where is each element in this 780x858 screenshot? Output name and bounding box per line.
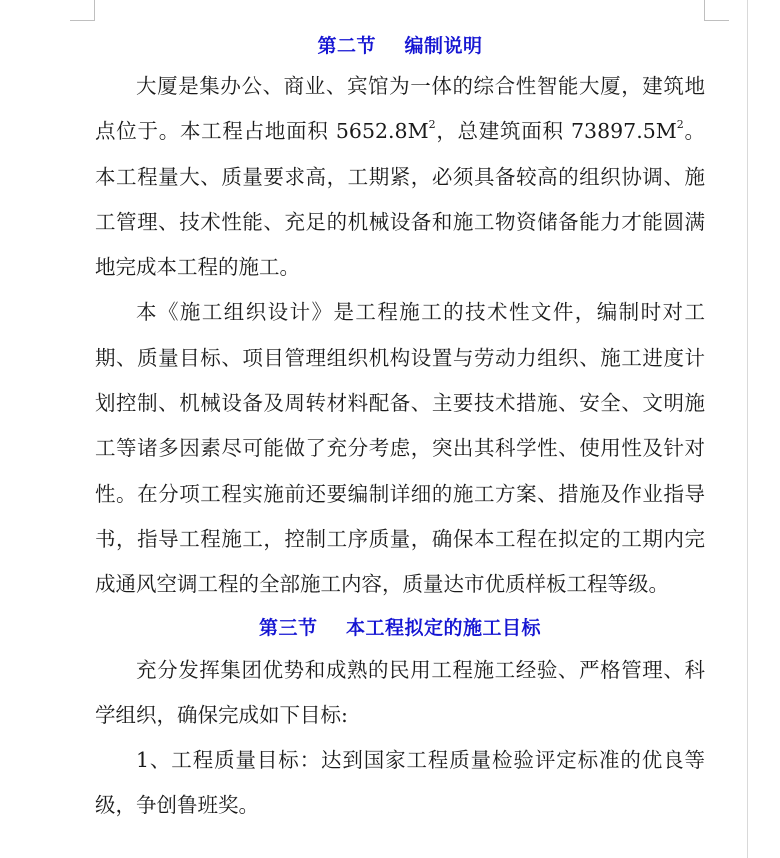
superscript-b: 2: [676, 118, 684, 132]
crop-mark-top-left-h: [70, 20, 95, 21]
paragraph-intro-text-a: 大厦是集办公、商业、宾馆为一体的综合性智能大厦，建筑地点位于。本工程占地面积 5652.8M: [95, 74, 705, 144]
paragraph-intro-text-c: 。本工程量大、质量要求高，工期紧，必须具备较高的组织协调、施工管理、技术性能、充足的机械设备和施工物资储备能力才能圆满地完成本工程的施工。: [95, 119, 706, 280]
section-heading-3: 第三节 本工程拟定的施工目标: [259, 616, 541, 639]
section-heading-2: 第二节 编制说明: [317, 35, 483, 57]
document-body: [95, 28, 705, 829]
crop-mark-top-left: [94, 0, 95, 20]
paragraph-goals-intro: 充分发挥集团优势和成熟的民用工程施工经验、严格管理、科学组织，确保完成如下目标:: [95, 657, 705, 727]
paragraph-design-doc: 本《施工组织设计》是工程施工的技术性文件，编制时对工期、质量目标、项目管理组织机构设置与劳动力组织、施工进度计划控制、机械设备及周转材料配备、主要技术措施、安全、文明施工等诸多因素尽可能做了充分考虑，突出其科学性、使用性及针对性。在分项工程实施前还要编制详细的施工方案、措施及作业指导书，指导工程施工，控制工序质量，确保本工程在拟定的工期内完成通风空调工程的全部施工内容，质量达市优质样板工程等级。: [95, 300, 705, 597]
paragraph-intro: [95, 64, 705, 290]
paragraph-intro-text-b: ，总建筑面积 73897.5M: [435, 119, 677, 144]
superscript-a: 2: [428, 118, 436, 132]
crop-mark-top-right: [704, 0, 705, 20]
crop-mark-top-right-h: [704, 20, 729, 21]
paragraph-quality-goal: 1、工程质量目标：达到国家工程质量检验评定标准的优良等级，争创鲁班奖。: [95, 748, 705, 818]
page-edge: [747, 0, 748, 858]
